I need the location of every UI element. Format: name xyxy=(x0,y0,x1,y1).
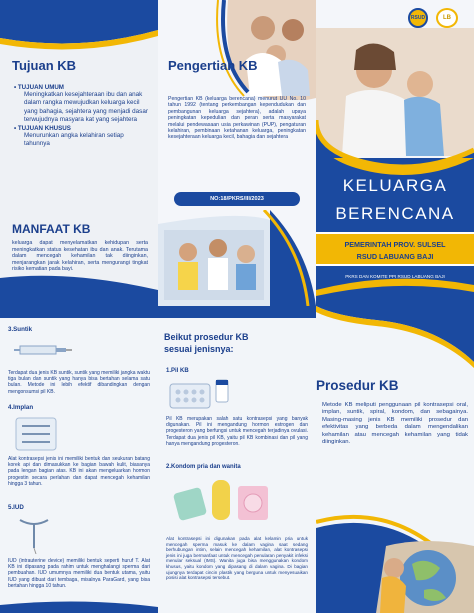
iud-title: 5.IUD xyxy=(8,504,24,511)
doc-number-badge xyxy=(174,192,300,206)
doc-number: NO:18/PKRS/III/2023 xyxy=(210,196,264,202)
tujuan-khusus-text: Menurunkan angka kelahiran setiap tahunnya xyxy=(24,132,124,148)
cover-title-2: BERENCANA xyxy=(335,204,455,223)
prosedur-title: Prosedur KB xyxy=(316,378,399,393)
tujuan-list xyxy=(14,84,148,149)
tujuan-khusus-label: TUJUAN KHUSUS xyxy=(17,125,71,133)
family-photo xyxy=(158,0,316,100)
bullet-icon: • xyxy=(14,84,17,91)
kondom-text: Alat kontrasepsi ini digunakan pada alat kelamin pria untuk mencegah sperma masuk ke dalam vagina saat sedang berhubungan intim, selain mencegah kehamilan, alat kontrasepsi jenis ini juga bermanfaat untuk mencegah penularan penyakit infeksi menular seksual (IMS). Wanita juga bisa menggunakan kondom khusus, yaitu kondom yang dipasang di dalam vagina. Di bagian ujungnya terdapat cincin plastik yang berguna untuk menyesuaikan posisi alat kontrasepsi tersebut. xyxy=(166,536,308,581)
org-banner xyxy=(316,232,474,266)
org-line-2: RSUD LABUANG BAJI xyxy=(356,252,434,261)
manfaat-text: keluarga dapat menyelamatkan kehidupan serta meningkatkan status kesehatan ibu dan anak. Terutama dalam mencegah kehamilan tak diinginkan, menjarangkan jarak kelahiran, serta mengurangi tingkat risiko kematian pada bayi. xyxy=(12,240,148,273)
bottom-wave xyxy=(0,599,158,613)
pil-text: Pil KB merupakan salah satu kontrasepsi yang banyak digunakan. Pil ini mengandung hormon estrogen dan progesteron yang berfungsi untuk mencegah terjadinya ovulasi. Terdapat dua jenis pil KB, yaitu pil KB kombinasi dan pil yang hanya mengandung progesteron. xyxy=(166,416,308,447)
tujuan-umum-text: Meningkatkan kesejahteraan ibu dan anak dalam rangka mewujudkan keluarga kecil yang bahagia, sejahtera yang menjadi dasar terwujudnya masyara kat yang sejahtera xyxy=(24,91,148,123)
implan-title: 4.Implan xyxy=(8,404,34,411)
children-photo xyxy=(158,210,316,306)
prosedur-text: Metode KB meliputi penggunaan pil kontrasepsi oral, implan, suntik, spiral, kondom, dan sebagainya. Masing-masing jenis KB memiliki prosedur dan efektivitas yang berbeda dalam mengendalikan kehamilan atau mencegah kehamilan yang tidak diinginkan. xyxy=(322,402,468,446)
panel-prosedur xyxy=(316,306,474,613)
iud-icon xyxy=(14,514,54,554)
implant-icon xyxy=(12,414,62,454)
panel-pengertian xyxy=(158,0,316,306)
kondom-title: 2.Kondom pria dan wanita xyxy=(166,464,241,470)
suntik-title: 3.Suntik xyxy=(8,326,33,333)
prosedur-heading-2: sesuai jenisnya: xyxy=(164,344,234,354)
iud-text: IUD (intrauterine device) memiliki bentuk seperti huruf T. Alat KB ini dipasang pada rahim untuk menghalangi sperma dari pembuahan. IUD umumnya memiliki dua bentuk utama, yaitu IUD yang dibuat dari tembaga, misalnya ParaGard, yang bisa bertahan hingga 10 tahun. xyxy=(8,558,150,589)
suntik-text: Terdapat dua jenis KB suntik, suntik yang memiliki jangka waktu tiga bulan dan suntik yang hanya bisa bertahan selama satu bulan. Metode ini lebih efektif dibandingkan dengan mengonsumsi pil KB. xyxy=(8,370,150,395)
prosedur-decor xyxy=(316,306,474,613)
pill-pack-icon xyxy=(168,376,240,412)
panel-cover xyxy=(316,0,474,306)
rsud-logo: RSUD xyxy=(408,8,428,28)
cover-title-1: KELUARGA xyxy=(342,176,448,195)
panel-methods-left xyxy=(0,306,158,613)
prosedur-heading-1: Beikut prosedur KB xyxy=(164,332,249,342)
condom-icon xyxy=(172,474,292,532)
tujuan-title: Tujuan KB xyxy=(12,58,77,73)
cover-footer: PKRS DAN KOMITE PPI RSUD LABUANG BAJI xyxy=(345,274,445,279)
tujuan-umum-label: TUJUAN UMUM xyxy=(17,84,64,91)
org-line-1: PEMERINTAH PROV. SULSEL xyxy=(344,240,446,249)
pengertian-text: Pengertian KB (keluarga berencana) menurut UU No. 10 tahun 1992 (tentang perkembangan kependudukan dan pembangunan keluarga sejahtera), adalah upaya peningkatan kepedulian dan peran serta masyarakat melalui pendewasaan usia perkawinan (PUP), pengaturan kelahiran, pembinaan ketahanan keluarga, peningkatan kesejahteraan keluarga kecil, bahagia dan sejahtera xyxy=(168,96,306,141)
bullet-icon: • xyxy=(14,125,17,133)
syringe-icon xyxy=(12,336,72,364)
implan-text: Alat kontrasepsi jenis ini memiliki bentuk dan seukuran batang korek api dan dimasukkan ke bagian bawah kulit, biasanya pada lengan bagian atas. KB ini akan mengeluarkan hormon progestin secara perlahan dan dapat mencegah kehamilan hingga 3 tahun. xyxy=(8,456,150,487)
pil-title: 1.Pil KB xyxy=(166,368,189,374)
panel-methods-middle xyxy=(158,306,316,613)
lb-logo: LB xyxy=(436,8,458,28)
panel-tujuan-manfaat xyxy=(0,0,158,306)
pengertian-title: Pengertian KB xyxy=(168,58,258,73)
manfaat-title: MANFAAT KB xyxy=(12,222,91,236)
